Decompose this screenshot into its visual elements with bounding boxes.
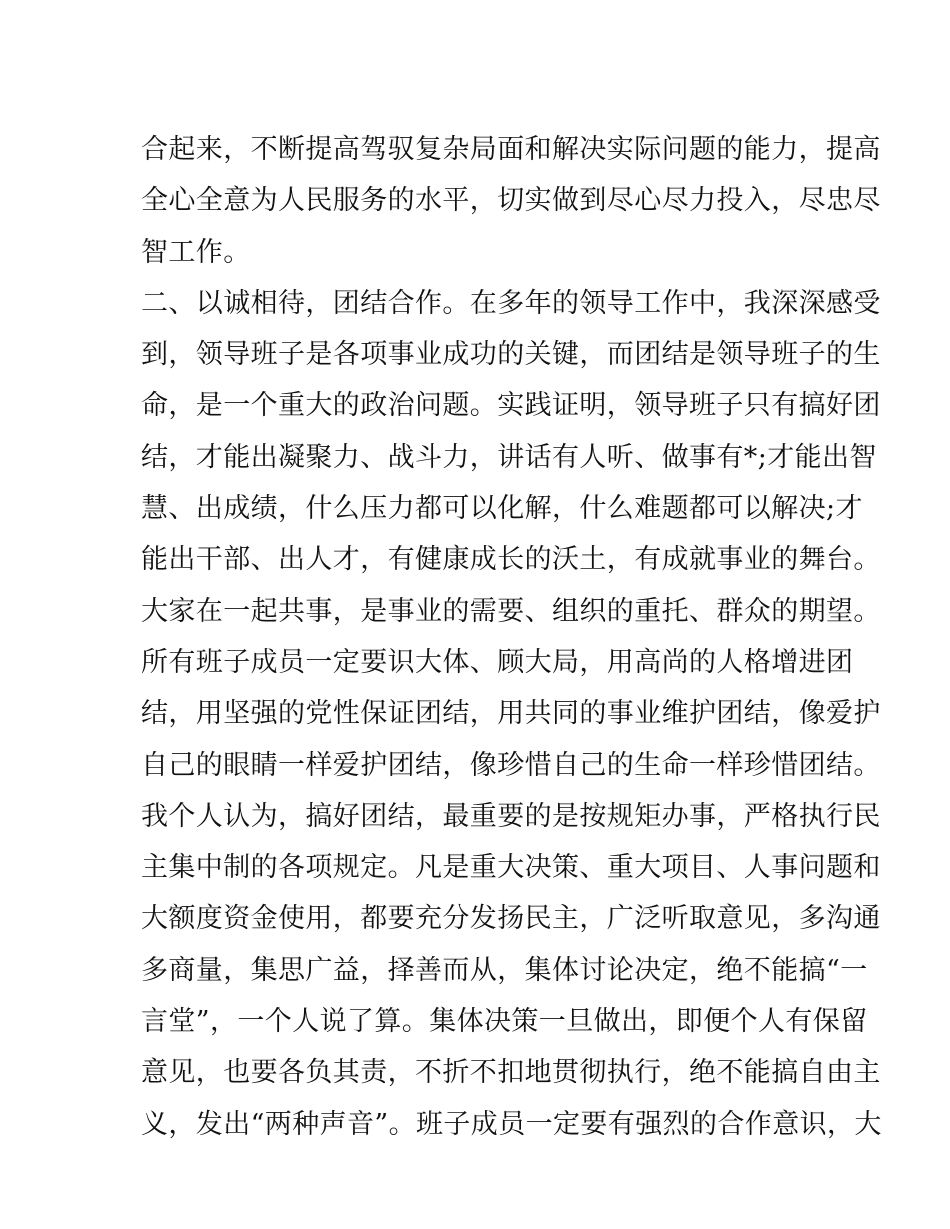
text-line: 结，才能出凝聚力、战斗力，讲话有人听、做事有*;才能出智: [141, 441, 877, 473]
text-line: 义，发出“两种声音”。班子成员一定要有强烈的合作意识，大: [141, 1108, 882, 1140]
text-line: 智工作。: [141, 236, 251, 268]
text-line: 到，领导班子是各项事业成功的关键，而团结是领导班子的生: [141, 339, 881, 371]
text-line: 自己的眼睛一样爱护团结，像珍惜自己的生命一样珍惜团结。: [141, 749, 881, 781]
text-line: 主集中制的各项规定。凡是重大决策、重大项目、人事问题和: [141, 852, 881, 884]
text-line: 二、以诚相待，团结合作。在多年的领导工作中，我深深感受: [141, 287, 881, 319]
text-line: 大额度资金使用，都要充分发扬民主，广泛听取意见，多沟通: [141, 903, 881, 935]
text-line: 我个人认为，搞好团结，最重要的是按规矩办事，严格执行民: [141, 800, 881, 832]
text-line: 结，用坚强的党性保证团结，用共同的事业维护团结，像爱护: [141, 698, 881, 730]
text-line: 命，是一个重大的政治问题。实践证明，领导班子只有搞好团: [141, 390, 881, 422]
text-line: 能出干部、出人才，有健康成长的沃土，有成就事业的舞台。: [141, 544, 881, 576]
text-line: 所有班子成员一定要识大体、顾大局，用高尚的人格增进团: [141, 646, 854, 678]
text-line: 全心全意为人民服务的水平，切实做到尽心尽力投入，尽忠尽: [141, 185, 881, 217]
text-line: 大家在一起共事，是事业的需要、组织的重托、群众的期望。: [141, 595, 881, 627]
body-text: [141, 124, 882, 1150]
text-line: 合起来，不断提高驾驭复杂局面和解决实际问题的能力，提高: [141, 134, 881, 165]
text-line: 慧、出成绩，什么压力都可以化解，什么难题都可以解决;才: [141, 493, 863, 525]
text-line: 意见，也要各负其责，不折不扣地贯彻执行，绝不能搞自由主: [141, 1057, 881, 1089]
text-line: 言堂”，一个人说了算。集体决策一旦做出，即便个人有保留: [141, 1006, 868, 1038]
text-line: 多商量，集思广益，择善而从，集体讨论决定，绝不能搞“一: [141, 954, 868, 986]
